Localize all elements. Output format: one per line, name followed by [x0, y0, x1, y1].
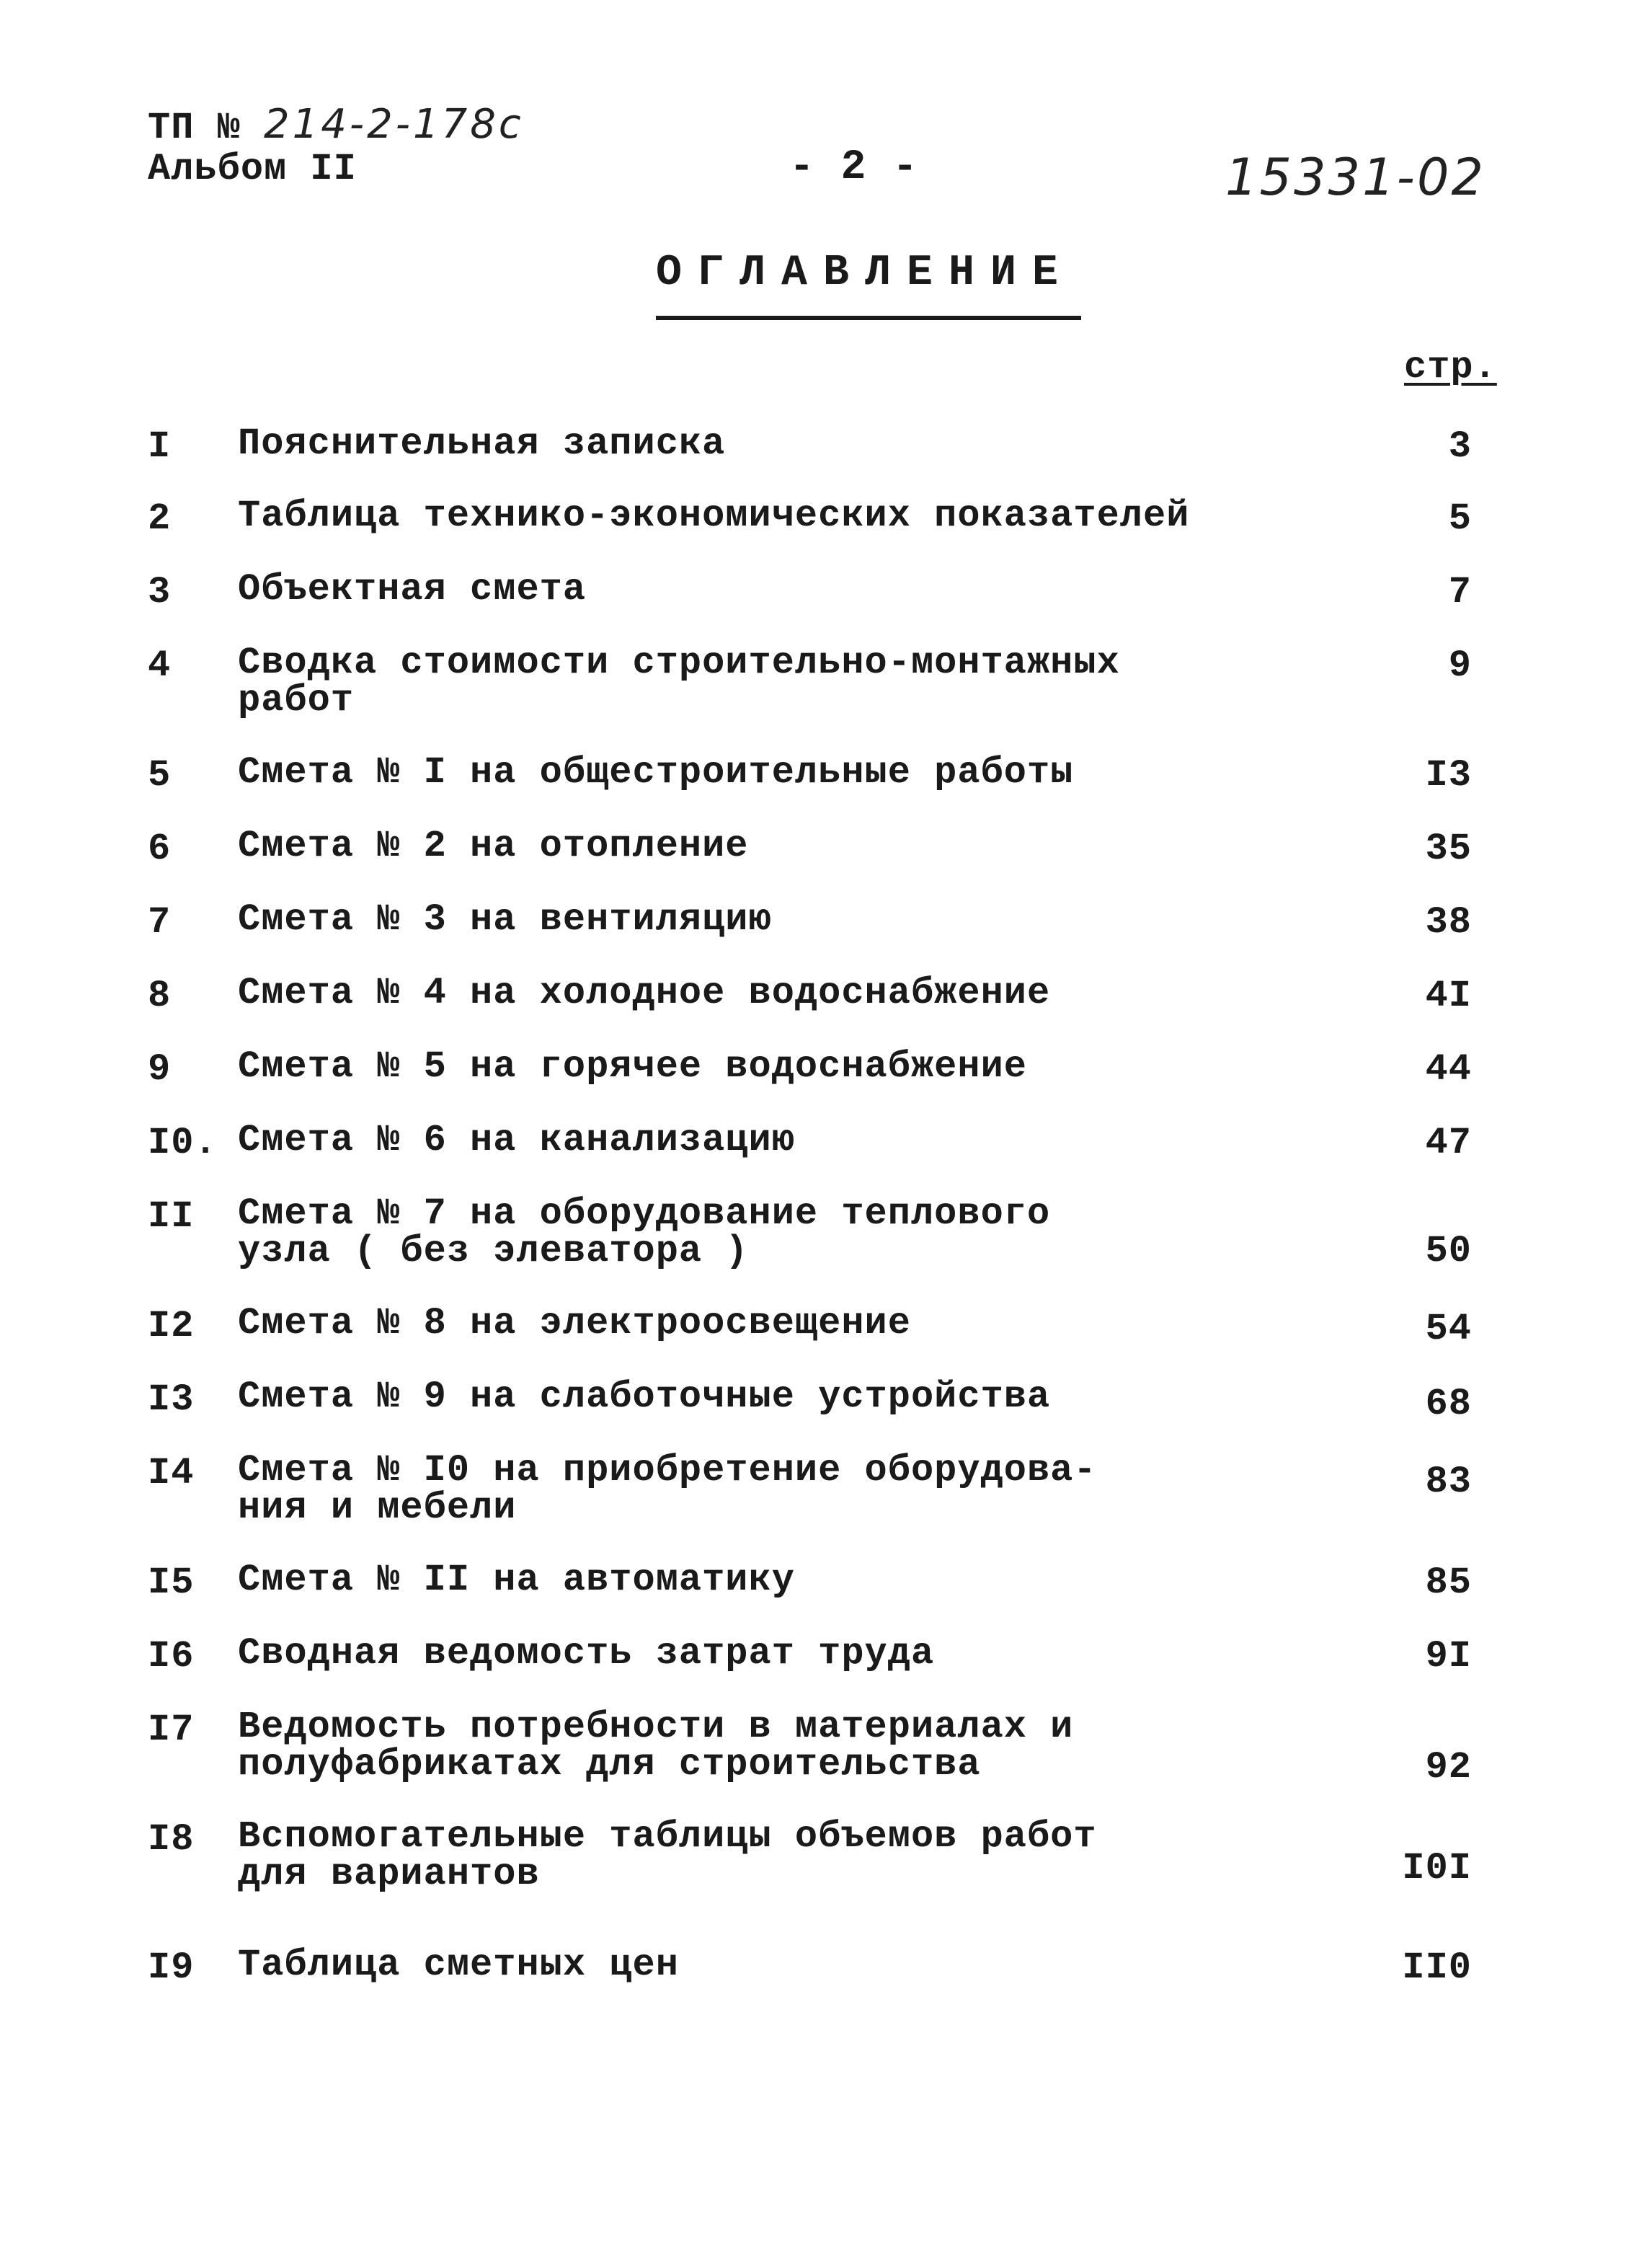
toc-item-text: Смета № 5 на горячее водоснабжение [238, 1045, 1027, 1088]
toc-item-number: I [148, 425, 172, 468]
toc-item-number: I4 [148, 1452, 195, 1494]
toc-item-page: 68 [1425, 1383, 1472, 1425]
toc-item-number: 3 [148, 571, 172, 613]
toc-item-page: 92 [1425, 1746, 1472, 1789]
pages-column-heading: стр. [1404, 346, 1497, 389]
project-code-handwritten: 214-2-178с [264, 101, 524, 148]
toc-item-number: 9 [148, 1048, 172, 1091]
toc-item-text: Пояснительная записка [238, 422, 726, 465]
toc-item-text: Таблица технико-экономических показателей [238, 495, 1190, 537]
toc-item-text: Смета № 4 на холодное водоснабжение [238, 972, 1051, 1014]
toc-item-text: Сводная ведомость затрат труда [238, 1632, 935, 1675]
toc-item-number: II [148, 1195, 195, 1238]
toc-item-page: 50 [1425, 1230, 1472, 1272]
toc-item-number: 8 [148, 975, 172, 1017]
toc-item-page: 7 [1448, 571, 1472, 613]
toc-item-text: Смета № 6 на канализацию [238, 1119, 795, 1161]
toc-item-page: 9I [1425, 1635, 1472, 1678]
toc-item-page: I0I [1402, 1847, 1472, 1890]
project-code [148, 101, 524, 149]
toc-item-text: Смета № 7 на оборудование теплового узла ( без элеватора ) [238, 1192, 1051, 1272]
toc-item-number: I5 [148, 1562, 195, 1604]
toc-item-number: I3 [148, 1378, 195, 1421]
toc-item-text: Объектная смета [238, 568, 587, 611]
toc-item-number: I0. [148, 1122, 218, 1164]
toc-item-text: Смета № I0 на приобретение оборудова- ния и мебели [238, 1449, 1097, 1529]
project-prefix: ТП № [148, 107, 241, 149]
toc-item-page: 54 [1425, 1308, 1472, 1350]
toc-item-text: Ведомость потребности в материалах и полуфабрикатах для строительства [238, 1706, 1074, 1786]
toc-item-page: 83 [1425, 1461, 1472, 1503]
toc-item-text: Таблица сметных цен [238, 1944, 679, 1986]
toc-item-text: Смета № 8 на электроосвещение [238, 1302, 911, 1345]
toc-item-text: Смета № 2 на отопление [238, 825, 749, 867]
toc-item-page: II0 [1402, 1946, 1472, 1989]
toc-item-number: I8 [148, 1818, 195, 1861]
toc-item-text: Смета № II на автоматику [238, 1559, 795, 1601]
toc-item-text: Смета № 3 на вентиляцию [238, 898, 772, 941]
toc-item-text: Смета № I на общестроительные работы [238, 751, 1074, 794]
toc-item-number: I9 [148, 1946, 195, 1989]
toc-item-number: 7 [148, 901, 172, 944]
toc-item-page: 4I [1425, 975, 1472, 1017]
toc-item-number: 5 [148, 754, 172, 797]
page-number: - 2 - [789, 144, 919, 191]
toc-item-page: 44 [1425, 1048, 1472, 1091]
toc-item-page: 5 [1448, 497, 1472, 540]
toc-item-number: I7 [148, 1709, 195, 1751]
toc-item-page: 9 [1448, 644, 1472, 687]
toc-item-number: I2 [148, 1305, 195, 1347]
toc-title: ОГЛАВЛЕНИЕ [656, 249, 1075, 298]
toc-item-number: 2 [148, 497, 172, 540]
toc-title-underline [656, 316, 1081, 320]
toc-item-page: 35 [1425, 828, 1472, 870]
toc-item-page: 3 [1448, 425, 1472, 468]
toc-item-number: 6 [148, 828, 172, 870]
toc-item-number: 4 [148, 644, 172, 687]
toc-item-page: 47 [1425, 1122, 1472, 1164]
album-label: Альбом II [148, 148, 357, 190]
toc-item-page: 38 [1425, 901, 1472, 944]
toc-item-text: Сводка стоимости строительно-монтажных работ [238, 642, 1120, 722]
toc-item-text: Смета № 9 на слаботочные устройства [238, 1376, 1051, 1418]
toc-item-number: I6 [148, 1635, 195, 1678]
toc-item-page: 85 [1425, 1562, 1472, 1604]
document-number-handwritten: 15331-02 [1225, 148, 1486, 207]
toc-item-text: Вспомогательные таблицы объемов работ для вариантов [238, 1815, 1097, 1895]
toc-item-page: I3 [1425, 754, 1472, 797]
